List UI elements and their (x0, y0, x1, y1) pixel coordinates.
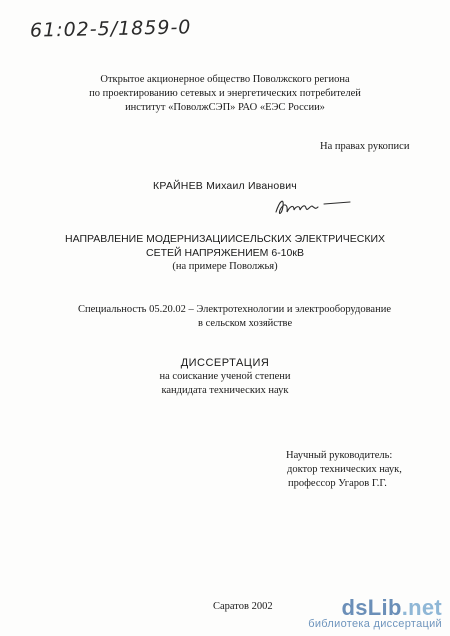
dslib-watermark[interactable] (308, 595, 442, 630)
logo-main: dsLib (341, 595, 402, 620)
specialty-line: Специальность 05.20.02 – Электротехнологии и электрооборудование (78, 304, 391, 315)
author-signature (274, 192, 354, 220)
dissertation-title (0, 232, 450, 274)
organization-line: Открытое акционерное общество Поволжского региона (100, 74, 350, 85)
degree-line: на соискание ученой степени (159, 371, 291, 382)
dissertation-block (0, 356, 450, 398)
logo-tld: .net (401, 595, 442, 620)
author-name: КРАЙНЕВ Михаил Иванович (153, 180, 297, 192)
city-year: Саратов 2002 (213, 601, 273, 612)
supervisor-line: профессор Угаров Г.Г. (288, 478, 387, 489)
supervisor-line: Научный руководитель: (286, 450, 393, 461)
title-line: СЕТЕЙ НАПРЯЖЕНИЕМ 6-10кВ (146, 247, 304, 259)
title-subtitle: (на примере Поволжья) (172, 261, 278, 272)
organization-line: институт «ПоволжСЭП» РАО «ЕЭС России» (125, 102, 325, 113)
supervisor-line: доктор технических наук, (287, 464, 402, 475)
degree-line: кандидата технических наук (161, 385, 289, 396)
specialty-line: в сельском хозяйстве (198, 318, 293, 329)
dissertation-heading: ДИССЕРТАЦИЯ (180, 357, 270, 369)
supervisor-block (286, 449, 402, 491)
handwritten-catalog-number: 61:02-5/1859-0 (29, 16, 192, 42)
organization-block (0, 73, 450, 115)
watermark-tagline: библиотека диссертаций (308, 618, 442, 630)
manuscript-note: На правах рукописи (320, 141, 410, 152)
title-line: НАПРАВЛЕНИЕ МОДЕРНИЗАЦИИСЕЛЬСКИХ ЭЛЕКТРИЧЕСКИХ (64, 233, 385, 245)
specialty-block (78, 303, 391, 331)
organization-line: по проектированию сетевых и энергетических потребителей (89, 88, 361, 99)
